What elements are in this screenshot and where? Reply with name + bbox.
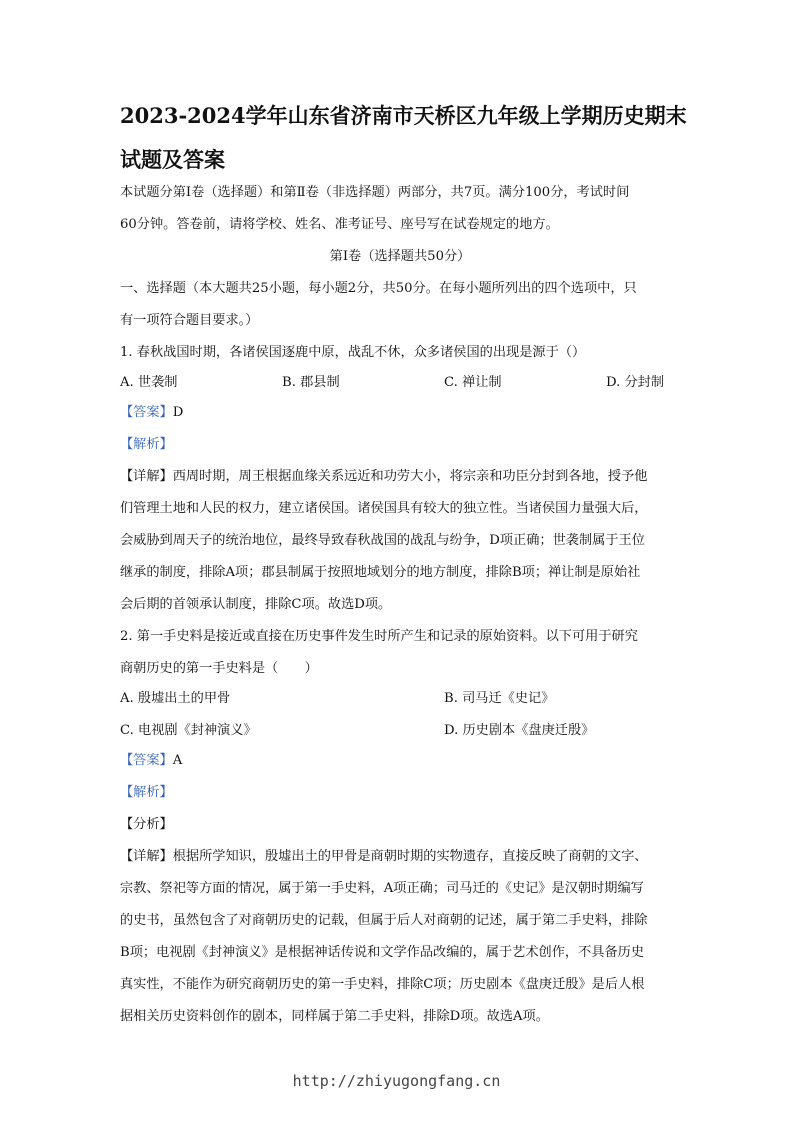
q2-detail-line6: 据相关历史资料创作的剧本，同样属于第二手史料，排除D项。故选A项。 [120, 1009, 549, 1024]
q2-analysis-label [120, 784, 680, 802]
q2-analysis2-label: 【分析】 [120, 817, 173, 832]
intro-line1: 本试题分第Ⅰ卷（选择题）和第Ⅱ卷（非选择题）两部分，共7页。满分100分，考试时间 [120, 185, 630, 200]
q2-stem-line1: 2. 第一手史料是接近或直接在历史事件发生时所产生和记录的原始资料。以下可用于研究 [120, 629, 638, 644]
footer-url[interactable]: http://zhiyugongfang.cn [292, 1072, 501, 1090]
q1-analysis-tag: 【解析】 [120, 437, 173, 452]
q1-detail-line1: 【详解】西周时期，周王根据血缘关系远近和功劳大小，将宗亲和功臣分封到各地，授予他 [120, 469, 648, 484]
q2-detail-line3: 的史书，虽然包含了对商朝历史的记载，但属于后人对商朝的记述，属于第二手史料，排除 [120, 913, 648, 928]
intro-line2: 60分钟。答卷前，请将学校、姓名、准考证号、座号写在试卷规定的地方。 [120, 217, 559, 232]
q2-analysis-tag: 【解析】 [120, 785, 173, 800]
q1-detail-line3: 会威胁到周天子的统治地位，最终导致春秋战国的战乱与纷争，D项正确；世袭制属于王位 [120, 533, 645, 548]
q2-answer-value: A [172, 753, 183, 768]
doc-title-line1: 2023-2024学年山东省济南市天桥区九年级上学期历史期末 [120, 103, 687, 128]
q2-answer [120, 752, 680, 770]
q2-stem-line2: 商朝历史的第一手史料是（ ） [120, 661, 318, 676]
section-title: 第Ⅰ卷（选择题共50分） [329, 249, 471, 264]
q1-answer [120, 404, 680, 422]
q1-answer-label: 【答案】 [120, 405, 173, 420]
q1-option-a: A. 世袭制 [120, 375, 178, 390]
q2-answer-label: 【答案】 [120, 753, 173, 768]
doc-title-line2: 试题及答案 [120, 147, 225, 172]
q2-option-c: C. 电视剧《封神演义》 [120, 723, 257, 738]
q1-option-b: B. 郡县制 [282, 375, 340, 390]
q1-detail-line2: 们管理土地和人民的权力，建立诸侯国。诸侯国具有较大的独立性。当诸侯国力量强大后， [120, 501, 648, 516]
q2-option-a: A. 殷墟出土的甲骨 [120, 691, 231, 706]
part-one-line1: 一、选择题（本大题共25小题，每小题2分，共50分。在每小题所列出的四个选项中，只 [120, 281, 637, 296]
q2-detail-line1: 【详解】根据所学知识，殷墟出土的甲骨是商朝时期的实物遗存，直接反映了商朝的文字、 [120, 849, 648, 864]
part-one-line2: 有一项符合题目要求。） [120, 313, 259, 328]
q1-option-c: C. 禅让制 [444, 375, 502, 390]
q1-analysis-label [120, 436, 680, 454]
q2-option-d: D. 历史剧本《盘庚迁殷》 [444, 723, 595, 738]
q1-detail-line5: 会后期的首领承认制度，排除C项。故选D项。 [120, 597, 392, 612]
q1-option-d: D. 分封制 [606, 375, 665, 390]
q1-answer-value: D [172, 405, 184, 420]
q2-detail-line4: B项；电视剧《封神演义》是根据神话传说和文学作品改编的，属于艺术创作，不具备历史 [120, 945, 644, 960]
q2-detail-line2: 宗教、祭祀等方面的情况，属于第一手史料，A项正确；司马迁的《史记》是汉朝时期编写 [120, 881, 644, 896]
q2-option-b: B. 司马迁《史记》 [444, 691, 555, 706]
q2-detail-line5: 真实性，不能作为研究商朝历史的第一手史料，排除C项；历史剧本《盘庚迁殷》是后人根 [120, 977, 645, 992]
q1-stem: 1. 春秋战国时期，各诸侯国逐鹿中原，战乱不休，众多诸侯国的出现是源于（） [120, 345, 586, 360]
q1-detail-line4: 继承的制度，排除A项；郡县制属于按照地域划分的地方制度，排除B项；禅让制是原始社 [120, 565, 641, 580]
